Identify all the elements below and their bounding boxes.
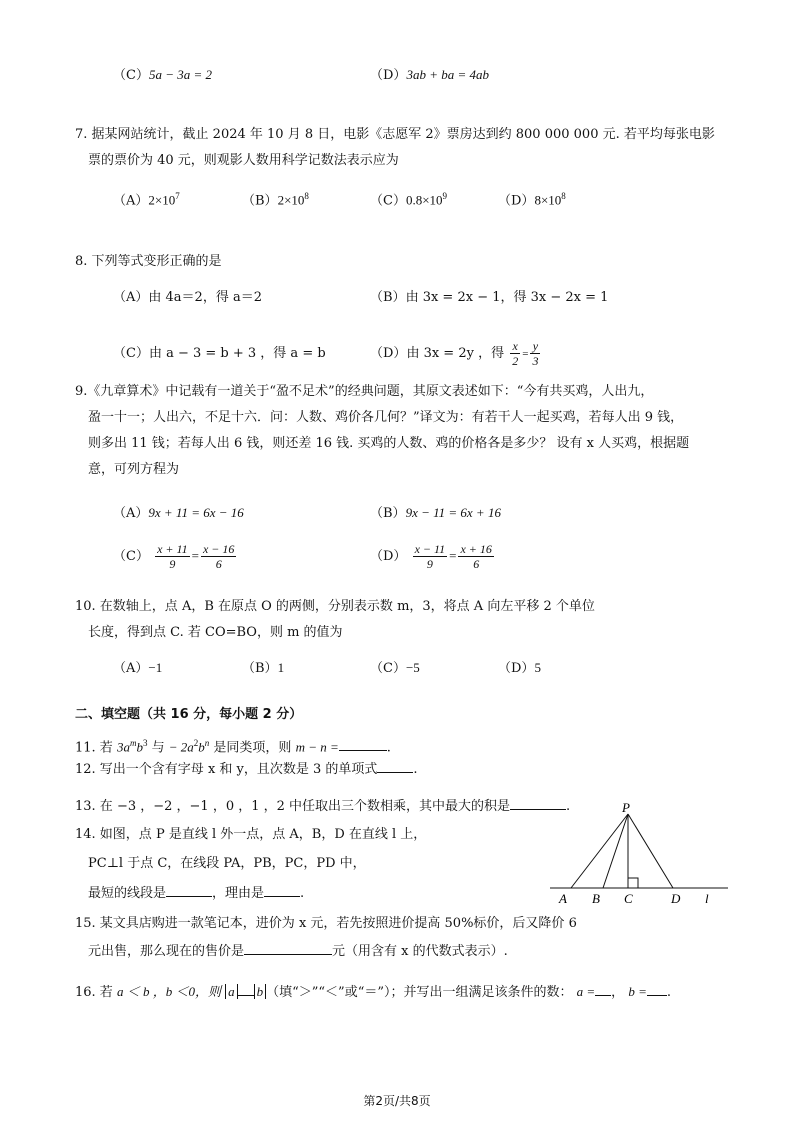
q10-option-a: （A）−1	[113, 660, 163, 676]
answer-blank[interactable]	[166, 884, 212, 897]
answer-blank[interactable]	[264, 884, 300, 897]
abs-b: b	[254, 984, 267, 999]
q9-stem-line4: 意，可列方程为	[88, 462, 180, 477]
q9-option-b: （B）9x − 11 = 6x + 16	[370, 505, 501, 521]
segment-pb	[603, 814, 628, 888]
answer-blank[interactable]	[339, 738, 387, 751]
answer-blank[interactable]	[238, 983, 254, 996]
label-b: B	[592, 891, 600, 906]
q10-stem-line2: 长度，得到点 C. 若 CO=BO，则 m 的值为	[88, 625, 343, 640]
fraction: $\frac{x + 16}{6}$	[460, 542, 492, 571]
label-c: C	[624, 891, 633, 906]
q14-line2: PC⊥l 于点 C，在线段 PA，PB，PC，PD 中，	[88, 856, 366, 871]
q16: 16. 若 a ＜ b ，b ＜0，则 a b （填“＞”“＜”或“＝”）；并写出一组满足该条件的数： a = ， b = .	[75, 984, 671, 1000]
label-a: A	[559, 891, 567, 906]
answer-blank[interactable]	[647, 983, 667, 996]
q6-option-d: （D）3ab + ba = 4ab	[370, 67, 489, 83]
q7-stem-line1: 7. 据某网站统计，截止 2024 年 10 月 8 日，电影《志愿军 2》票房达到约 800 000 000 元. 若平均每张电影	[75, 127, 715, 142]
q8-stem: 8. 下列等式变形正确的是	[75, 254, 222, 269]
q10-stem-line1: 10. 在数轴上，点 A，B 在原点 O 的两侧，分别表示数 m，3，将点 A 向左平移 2 个单位	[75, 599, 595, 614]
q8-option-b: （B）由 3x = 2x − 1，得 3x − 2x = 1	[370, 290, 609, 305]
q7-stem-line2: 票的票价为 40 元，则观影人数用科学记数法表示应为	[88, 153, 399, 168]
q7-option-c: $(C)0.8\times 10^9$	[370, 191, 448, 209]
q9-option-a: （A）9x + 11 = 6x − 16	[113, 505, 244, 521]
q14-line3: 最短的线段是 ，理由是 .	[88, 886, 305, 901]
fraction: $\frac{x - 11}{9}$	[414, 542, 446, 571]
segment-pa	[571, 814, 628, 888]
answer-blank[interactable]	[377, 760, 413, 773]
q15-line1: 15. 某文具店购进一款笔记本，进价为 x 元，若先按照进价提高 50%标价，后又降价 6	[75, 916, 577, 931]
q11: 11. 若 $3a^mb^3$ 与 − $2a^2b^n$ 是同类项，则 m − n = .	[75, 738, 391, 756]
q9-stem-line2: 盈一十一；人出六，不足十六．问：人数、鸡价各几何？”译文为：有若干人一起买鸡，若每人出 9 钱，	[88, 410, 684, 425]
q7-option-b: $(B)2\times 10^8$	[242, 191, 309, 209]
q6-option-c: （C）5a − 3a = 2	[113, 67, 212, 83]
q15-line2: 元出售，那么现在的售价是 元（用含有 x 的代数式表示）.	[88, 944, 508, 959]
q10-option-b: （B）1	[242, 660, 285, 676]
section-heading: 二、填空题（共 16 分，每小题 2 分）	[75, 707, 303, 722]
page-footer: 第2页/共8页	[363, 1094, 431, 1108]
q10-option-c: （C）−5	[370, 660, 420, 676]
geometry-figure	[540, 800, 740, 910]
q7-option-d: $(D)8\times 10^8$	[498, 191, 566, 209]
q8-option-a: （A）由 4a＝2，得 a＝2	[113, 290, 262, 305]
q9-stem-line3: 则多出 11 钱；若每人出 6 钱，则还差 16 钱. 买鸡的人数、鸡的价格各是多少？ 设有 x 人买鸡，根据题	[88, 436, 690, 451]
right-angle-mark	[628, 878, 638, 888]
q9-stem-line1: 9.《九章算术》中记载有一道关于“盈不足术”的经典问题，其原文表述如下：“今有共买鸡，人出九，	[75, 384, 654, 399]
answer-blank[interactable]	[595, 983, 611, 996]
q12: 12. 写出一个含有字母 x 和 y，且次数是 3 的单项式 .	[75, 762, 418, 777]
q8-option-d: （D）由 3x = 2y ，得 $\frac{x}{2}$ = $\frac{y}{3}$	[370, 339, 539, 368]
q10-option-d: （D）5	[498, 660, 541, 676]
fraction: $\frac{y}{3}$	[532, 339, 539, 368]
q9-option-d: （D） $\frac{x - 11}{9}$ = $\frac{x + 16}{6}$	[370, 542, 492, 571]
label-d: D	[671, 891, 681, 906]
q7-option-a: $(A)2\times 10^7$	[113, 191, 180, 209]
fraction: $\frac{x + 11}{9}$	[157, 542, 188, 571]
abs-a: a	[225, 984, 238, 999]
q8-option-c: （C）由 a − 3 = b + 3 ，得 a = b	[113, 346, 326, 361]
q14-line1: 14. 如图，点 P 是直线 l 外一点，点 A，B，D 在直线 l 上，	[75, 827, 427, 842]
label-p: P	[622, 800, 630, 815]
fraction: $\frac{x}{2}$	[512, 339, 519, 368]
answer-blank[interactable]	[244, 942, 332, 955]
fraction: $\frac{x - 16}{6}$	[202, 542, 235, 571]
q13: 13. 在 −3 ，−2 ，−1 ，0 ，1 ，2 中任取出三个数相乘，其中最大的积是 .	[75, 799, 571, 814]
segment-pd	[628, 814, 673, 888]
q9-option-c: （C） $\frac{x + 11}{9}$ = $\frac{x - 16}{6}$	[113, 542, 235, 571]
label-l: l	[705, 891, 709, 906]
